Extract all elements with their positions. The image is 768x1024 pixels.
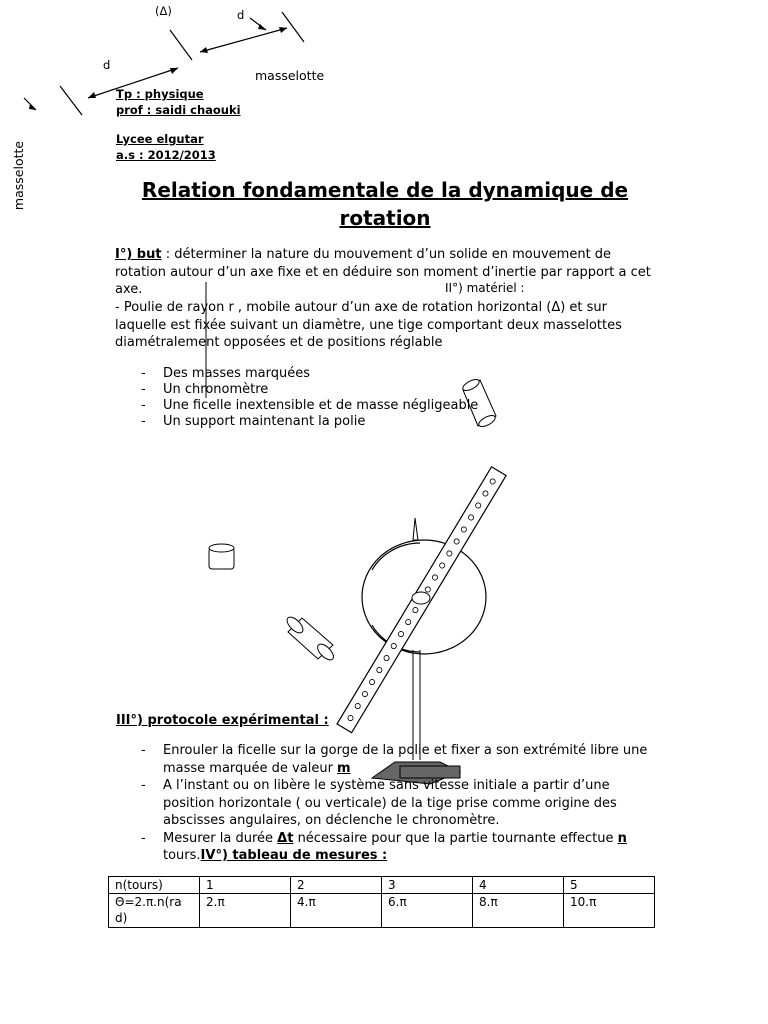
table-cell: 4.π: [291, 894, 382, 928]
table-cell: 3: [382, 877, 473, 894]
table-cell: 2: [291, 877, 382, 894]
table-cell: 1: [200, 877, 291, 894]
list-item: - A l’instant ou on libère le système sans vitesse initiale a partir d’une position horizontale ( ou verticale) de la tige prise comme origine des abscisses angulaires, on déclenche le chronomètre.: [141, 777, 661, 830]
masselotte-label-left: masselotte: [11, 140, 27, 211]
table-cell: 5: [564, 877, 655, 894]
rod-mark-top: [170, 30, 192, 60]
materiel-heading: II°) matériel :: [445, 281, 525, 295]
delta-label: (Δ): [155, 4, 172, 18]
table-cell: 8.π: [473, 894, 564, 928]
d-label-top: d: [237, 8, 245, 22]
table-row: [109, 894, 655, 928]
header-tp: Tp : physique: [116, 87, 204, 101]
rod-mark-right: [282, 12, 304, 42]
list-item: - Un chronomètre: [141, 382, 661, 398]
table-cell: n(tours): [109, 877, 200, 894]
pulley-hub: [412, 592, 430, 604]
masselotte-label-right: masselotte: [255, 68, 325, 83]
cylinder-mass-2: [209, 544, 234, 569]
materiel-list: [141, 366, 661, 430]
dimension-line-top: [200, 28, 287, 52]
table-cell: 10.π: [564, 894, 655, 928]
list-item: - Mesurer la durée Δt nécessaire pour que la partie tournante effectue n tours.IV°) tableau de mesures :: [141, 830, 661, 865]
measurement-table: [108, 876, 655, 928]
table-cell: Θ=2.π.n(rad): [109, 894, 200, 928]
protocole-list: [141, 742, 661, 865]
cylinder-mass-3: [284, 614, 336, 662]
but-text: : déterminer la nature du mouvement d’un solide en mouvement de rotation autour d’un axe fixe et en déduire son moment d’inertie par rapport a cet axe.: [115, 247, 651, 297]
list-item: - Des masses marquées: [141, 366, 661, 382]
materiel-text: - Poulie de rayon r , mobile autour d’un axe de rotation horizontal (Δ) et sur laquelle est fixée suivant un diamètre, une tige comportant deux masselottes diamétralement opposées et de positions réglable: [115, 300, 622, 350]
document-title: Relation fondamentale de la dynamique de rotation: [141, 178, 629, 230]
table-cell: 4: [473, 877, 564, 894]
header-annee: a.s : 2012/2013: [116, 148, 216, 162]
header-lycee: Lycee elgutar: [116, 132, 204, 146]
but-heading: I°) but: [115, 247, 162, 262]
header-prof: prof : saidi chaouki: [116, 103, 241, 117]
d-label-left: d: [103, 58, 111, 72]
table-row: [109, 877, 655, 894]
protocole-heading: III°) protocole expérimental :: [116, 713, 329, 728]
tableau-heading: IV°) tableau de mesures :: [200, 848, 388, 863]
list-item: - Un support maintenant la polie: [141, 414, 661, 430]
but-paragraph: [115, 246, 655, 299]
table-cell: 2.π: [200, 894, 291, 928]
list-item: - Enrouler la ficelle sur la gorge de la polie et fixer a son extrémité libre une masse marquée de valeur m: [141, 742, 661, 777]
list-item: - Une ficelle inextensible et de masse négligeable: [141, 398, 661, 414]
rod-mark-left: [60, 86, 82, 115]
table-cell: 6.π: [382, 894, 473, 928]
